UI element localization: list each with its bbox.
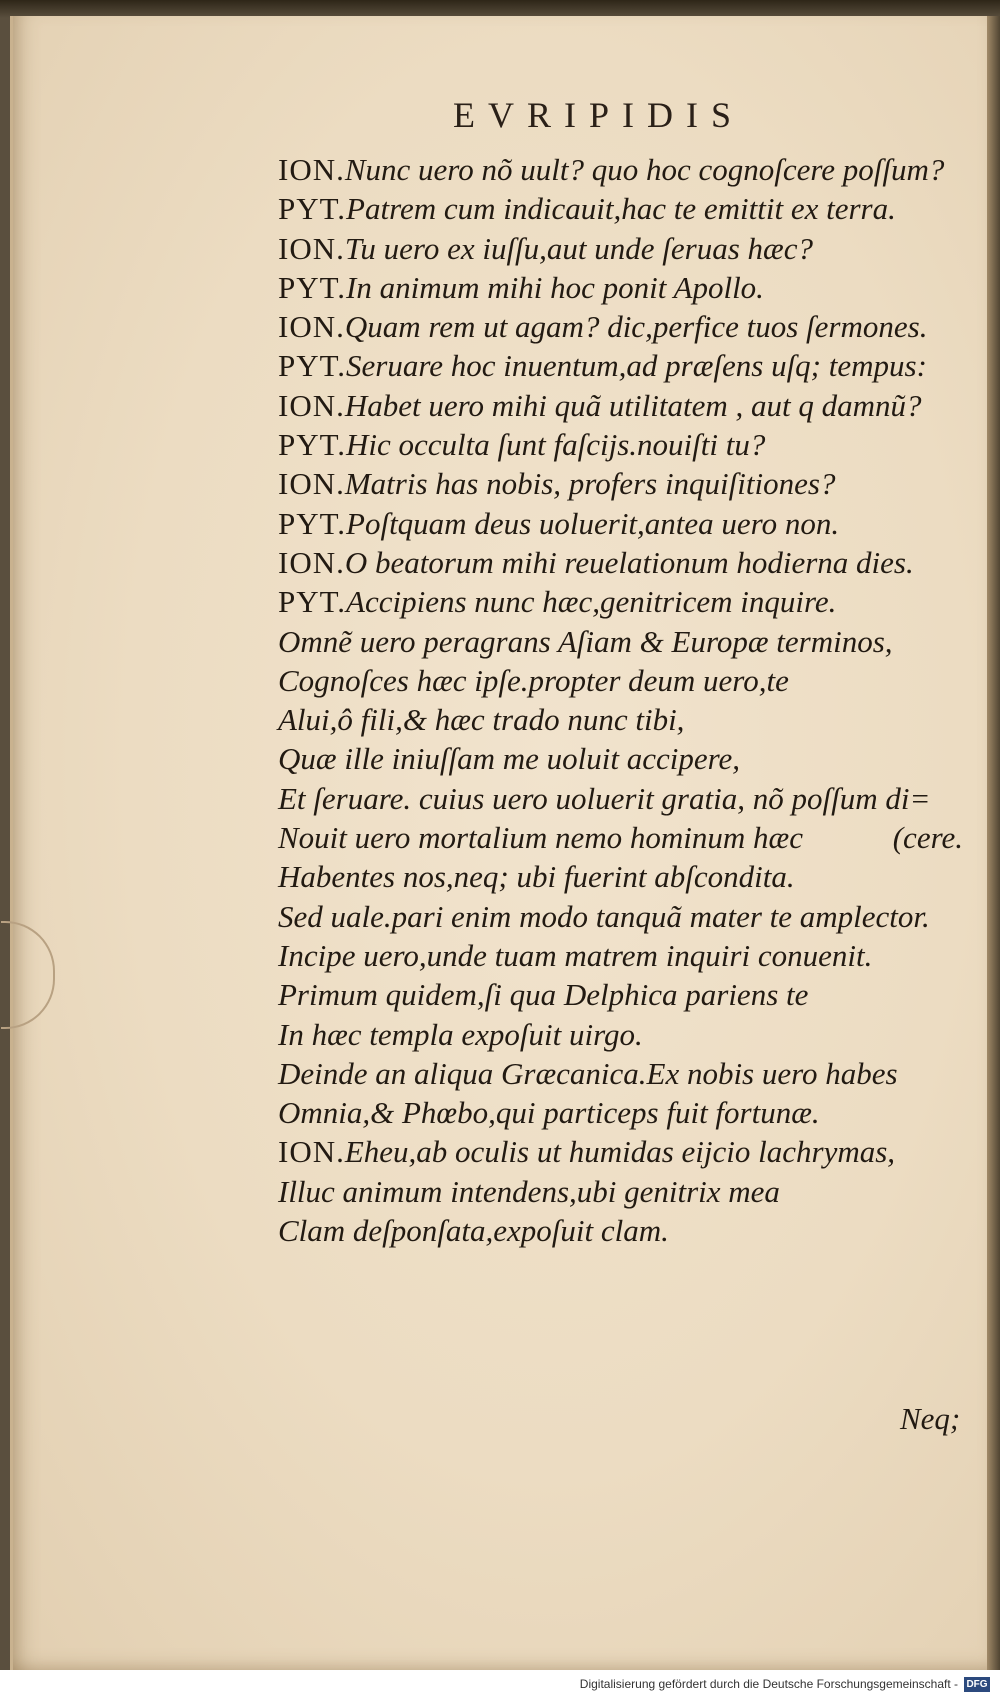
page-fore-edge	[987, 16, 1000, 1670]
verse-line	[278, 504, 973, 543]
verse-line	[278, 1172, 973, 1211]
line-text: Quam rem ut agam? dic,perfice tuos ſermones.	[344, 309, 928, 345]
verse-line	[278, 661, 973, 700]
speaker-label: PYT.	[278, 584, 347, 620]
page-clip-mark	[1, 921, 55, 1029]
line-text: Incipe uero,unde tuam matrem inquiri conuenit.	[278, 937, 873, 973]
verse-line	[278, 189, 973, 228]
line-text: Matris has nobis, profers inquiſitiones?	[344, 466, 836, 502]
verse-line	[278, 818, 973, 857]
line-text: O beatorum mihi reuelationum hodierna dies.	[344, 544, 914, 580]
line-text: Primum quidem,ſi qua Delphica pariens te	[278, 977, 809, 1013]
line-text: Cognoſces hæc ipſe.propter deum uero,te	[278, 662, 789, 698]
speaker-label: ION.	[278, 466, 345, 502]
line-text: Habet uero mihi quã utilitatem , aut q damnũ?	[344, 387, 922, 423]
line-text: In hæc templa expoſuit uirgo.	[278, 1016, 643, 1052]
line-text: Illuc animum intendens,ubi genitrix mea	[278, 1173, 780, 1209]
line-text: Seruare hoc inuentum,ad præſens uſq; tempus:	[346, 348, 927, 384]
line-text: Et ſeruare. cuius uero uoluerit gratia, nõ poſſum di=	[278, 780, 931, 816]
verse-line	[278, 779, 973, 818]
speaker-label: PYT.	[278, 191, 347, 227]
speaker-label: ION.	[278, 309, 345, 345]
verse-line	[278, 543, 973, 582]
verse-line	[278, 622, 973, 661]
line-text: Alui,ô fili,& hæc trado nunc tibi,	[278, 702, 685, 738]
verse-line	[278, 229, 973, 268]
speaker-label: PYT.	[278, 269, 347, 305]
speaker-label: ION.	[278, 230, 345, 266]
verse-line	[278, 857, 973, 896]
line-text: Clam deſponſata,expoſuit clam.	[278, 1213, 669, 1249]
line-text: Accipiens nunc hæc,genitricem inquire.	[346, 584, 837, 620]
speaker-label: ION.	[278, 544, 345, 580]
line-text: Poſtquam deus uoluerit,antea uero non.	[346, 505, 840, 541]
verse-line	[278, 1054, 973, 1093]
line-text: Deinde an aliqua Græcanica.Ex nobis uero habes	[278, 1055, 898, 1091]
line-text: Tu uero ex iuſſu,aut unde ſeruas hæc?	[344, 230, 813, 266]
speaker-label: ION.	[278, 387, 345, 423]
line-text: Habentes nos,neq; ubi fuerint abſcondita.	[278, 859, 795, 895]
line-text: Nunc uero nõ uult? quo hoc cognoſcere poſſum?	[344, 152, 945, 187]
catchword: Neq;	[900, 1401, 961, 1436]
dfg-logo: DFG	[964, 1677, 990, 1692]
speaker-label: PYT.	[278, 505, 347, 541]
speaker-label: ION.	[278, 152, 345, 187]
verse-line	[278, 307, 973, 346]
speaker-label: ION.	[278, 1134, 345, 1170]
line-text: Patrem cum indicauit,hac te emittit ex terra.	[346, 191, 896, 227]
verse-line	[278, 1211, 973, 1250]
verse-line	[278, 150, 973, 189]
line-text: Nouit uero mortalium nemo hominum hæc	[278, 820, 803, 856]
verse-line	[278, 582, 973, 621]
verse-line	[278, 464, 973, 503]
verse-line	[278, 268, 973, 307]
digitization-footer	[0, 1670, 1000, 1701]
line-text: In animum mihi hoc ponit Apollo.	[346, 269, 764, 305]
speaker-label: PYT.	[278, 427, 347, 463]
verse-text	[278, 150, 973, 1250]
line-text: Hic occulta ſunt faſcijs.nouiſti tu?	[346, 427, 766, 463]
book-page	[10, 16, 987, 1670]
verse-line	[278, 975, 973, 1014]
verse-line	[278, 1093, 973, 1132]
verse-line	[278, 739, 973, 778]
verse-line	[278, 936, 973, 975]
line-text: Quæ ille iniuſſam me uoluit accipere,	[278, 741, 741, 777]
verse-line	[278, 700, 973, 739]
verse-line	[278, 897, 973, 936]
line-text: Omnia,& Phœbo,qui particeps fuit fortunæ.	[278, 1095, 820, 1131]
verse-line	[278, 1015, 973, 1054]
verse-line	[278, 1132, 973, 1171]
speaker-label: PYT.	[278, 348, 347, 384]
verse-line	[278, 386, 973, 425]
line-text: Sed uale.pari enim modo tanquã mater te amplector.	[278, 898, 930, 934]
verse-line	[278, 346, 973, 385]
line-text: Eheu,ab oculis ut humidas eijcio lachrymas,	[344, 1134, 896, 1170]
verse-line	[278, 425, 973, 464]
running-head: EVRIPIDIS	[453, 95, 745, 135]
funding-credit: Digitalisierung gefördert durch die Deutsche Forschungsgemeinschaft -	[579, 1677, 958, 1691]
turnover-fragment: (cere.	[892, 820, 963, 856]
line-text: Omnẽ uero peragrans Aſiam & Europæ terminos,	[278, 623, 893, 659]
